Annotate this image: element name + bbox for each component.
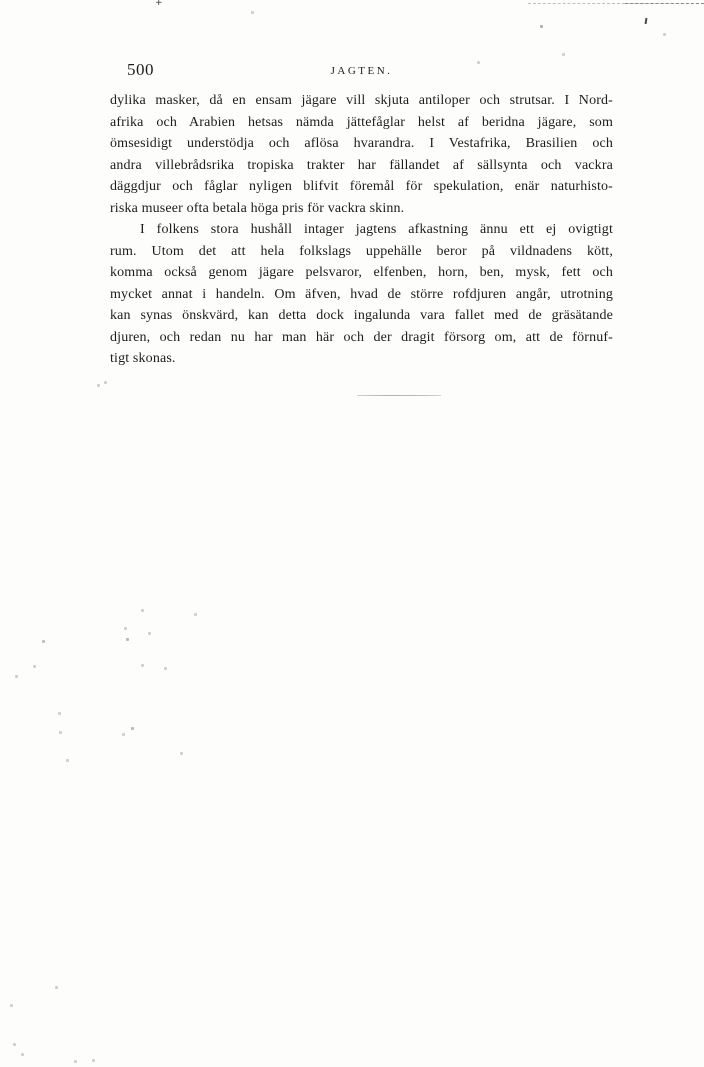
text-line: rum. Utom det att hela folkslags uppehälle beror på vildnadens kött, bbox=[110, 243, 613, 259]
text-line: I folkens stora hushåll intager jagtens afkastning ännu ett ej ovigtigt bbox=[140, 222, 613, 237]
scan-speck bbox=[148, 632, 151, 635]
scan-speck bbox=[15, 675, 18, 678]
scan-speck bbox=[21, 1053, 24, 1056]
text-line: kan synas önskvärd, kan detta dock ingalunda vara fallet med de gräsätande bbox=[110, 308, 613, 323]
running-header: JAGTEN. bbox=[330, 65, 393, 77]
body-text bbox=[110, 90, 613, 370]
scan-speck bbox=[477, 61, 480, 64]
scan-speck bbox=[251, 11, 254, 14]
scan-speck bbox=[124, 627, 127, 630]
text-line: andra villebrådsrika tropiska trakter har fällandet af sällsynta och vackra bbox=[110, 157, 613, 173]
scan-speck bbox=[180, 752, 183, 755]
scan-speck bbox=[104, 381, 107, 384]
scan-speck bbox=[141, 664, 144, 667]
scan-speck bbox=[663, 33, 666, 36]
scan-speck bbox=[194, 613, 197, 616]
scan-speck bbox=[55, 986, 58, 989]
scan-speck bbox=[42, 640, 45, 643]
scan-speck bbox=[92, 1059, 95, 1062]
scan-speck bbox=[122, 733, 125, 736]
text-line: mycket annat i handeln. Om äfven, hvad de större rofdjuren angår, utrotning bbox=[110, 286, 613, 302]
scan-speck bbox=[562, 53, 565, 56]
scan-speck bbox=[33, 665, 36, 668]
text-line: tigt skonas. bbox=[110, 351, 176, 366]
scan-speck bbox=[97, 384, 100, 387]
scan-artifact-plus-mark: + bbox=[155, 0, 163, 8]
scan-speck bbox=[10, 1004, 13, 1007]
text-line: riska museer ofta betala höga pris för vackra skinn. bbox=[110, 200, 405, 216]
text-line: komma också genom jägare pelsvaror, elfenben, horn, ben, mysk, fett och bbox=[110, 265, 613, 280]
text-line: dylika masker, då en ensam jägare vill skjuta antiloper och strutsar. I Nord- bbox=[110, 93, 613, 108]
scan-artifact-tick-mark bbox=[645, 18, 648, 24]
scan-speck bbox=[141, 609, 144, 612]
scan-speck bbox=[164, 667, 167, 670]
scan-artifact-dashed-line-dark bbox=[625, 3, 704, 4]
scan-speck bbox=[540, 25, 543, 28]
section-divider-rule bbox=[357, 395, 441, 396]
text-line: afrika och Arabien hetsas nämda jättefåglar helst af beridna jägare, som bbox=[110, 114, 613, 130]
text-line: djuren, och redan nu har man här och der dragit försorg om, att de förnuf- bbox=[110, 329, 613, 345]
text-line: däggdjur och fåglar nyligen blifvit föremål för spekulation, enär naturhisto- bbox=[110, 179, 613, 194]
scan-speck bbox=[13, 1043, 16, 1046]
text-line: ömsesidigt understödja och aflösa hvarandra. I Vestafrika, Brasilien och bbox=[110, 136, 613, 151]
scan-speck bbox=[131, 727, 134, 730]
scan-speck bbox=[66, 759, 69, 762]
scan-speck bbox=[59, 731, 62, 734]
scan-speck bbox=[58, 712, 61, 715]
scan-speck bbox=[74, 1060, 77, 1063]
page-number: 500 bbox=[127, 60, 154, 79]
scan-speck bbox=[126, 638, 129, 641]
